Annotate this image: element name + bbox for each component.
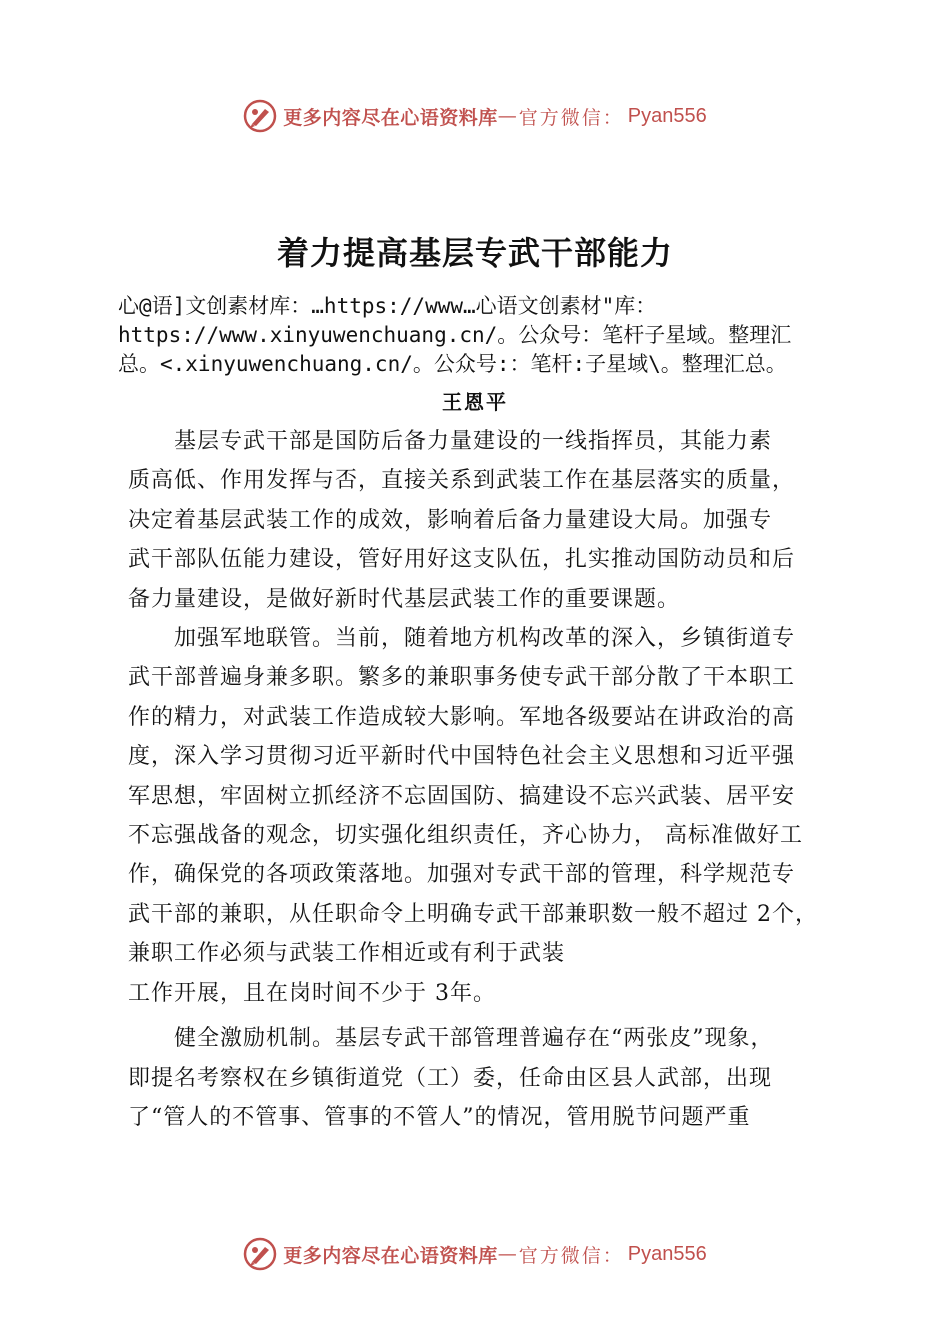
text-line: 即提名考察权在乡镇街道党（工）委，任命由区县人武部，出现 (128, 1065, 773, 1091)
document-title: 着力提高基层专武干部能力 (276, 234, 673, 272)
text-line: 质高低、作用发挥与否，直接关系到武装工作在基层落实的质量， (128, 468, 796, 494)
paragraph-joint-management (128, 619, 868, 1013)
banner-wechat-id: Pyan556 (627, 1242, 707, 1265)
text-line: 武干部普遍身兼多职。繁多的兼职事务使专武干部分散了干本职工 (128, 665, 796, 691)
text-line: 不忘强战备的观念，切实强化组织责任，齐心协力， 高标准做好工 (128, 823, 803, 849)
text-line: 兼职工作必须与武装工作相近或有利于武装 (128, 941, 566, 967)
banner-dash: — (497, 1243, 519, 1265)
paragraph-incentive (128, 1019, 868, 1137)
text-line: 决定着基层武装工作的成效，影响着后备力量建设大局。加强专 (128, 507, 773, 533)
author-name: 王恩平 (442, 390, 508, 414)
text-line: 了“管人的不管事、管事的不管人”的情况，管用脱节问题严重 (128, 1104, 751, 1130)
banner-sub-text: 官方微信： (518, 106, 624, 129)
banner-dash: — (497, 105, 519, 127)
source-line: https://www.xinyuwenchuang.cn/。公众号：笔杆子星域。整理汇 (118, 323, 792, 347)
banner-main-text: 更多内容尽在心语资料库 (283, 1244, 498, 1267)
banner-wechat-id: Pyan556 (627, 104, 707, 127)
source-line: 心@语]文创素材库：…https://www…心语文创素材"库： (118, 294, 657, 318)
text-line: 健全激励机制。基层专武干部管理普遍存在“两张皮”现象， (128, 1026, 774, 1052)
header-banner (0, 94, 950, 138)
pen-logo-icon (243, 99, 277, 133)
article-body (128, 422, 868, 1137)
banner-main-text: 更多内容尽在心语资料库 (283, 106, 498, 129)
text-line: 武干部队伍能力建设，管好用好这支队伍，扎实推动国防动员和后 (128, 547, 796, 573)
text-line: 作，确保党的各项政策落地。加强对专武干部的管理，科学规范专 (128, 862, 796, 888)
text-line: 工作开展，且在岗时间不少于 3年。 (128, 980, 496, 1006)
text-line: 加强军地联管。当前，随着地方机构改革的深入，乡镇街道专 (128, 626, 796, 652)
text-line: 基层专武干部是国防后备力量建设的一线指挥员，其能力素 (128, 429, 773, 454)
banner-sub-text: 官方微信： (518, 1244, 624, 1267)
pen-logo-icon (243, 1237, 277, 1271)
text-line: 武干部的兼职，从任职命令上明确专武干部兼职数一般不超过 2个， (128, 901, 818, 927)
text-line: 作的精力，对武装工作造成较大影响。军地各级要站在讲政治的高 (128, 704, 796, 730)
text-line: 度，深入学习贯彻习近平新时代中国特色社会主义思想和习近平强 (128, 744, 796, 770)
footer-banner (0, 1232, 950, 1276)
text-line: 备力量建设，是做好新时代基层武装工作的重要课题。 (128, 586, 681, 612)
text-line: 军思想，牢固树立抓经济不忘固国防、搞建设不忘兴武装、居平安 (128, 783, 796, 809)
paragraph-intro (128, 422, 868, 619)
source-line: 总。<.xinyuwenchuang.cn/。公众号:：笔杆:子星域\。整理汇总。 (118, 352, 787, 376)
source-notice (118, 292, 868, 379)
